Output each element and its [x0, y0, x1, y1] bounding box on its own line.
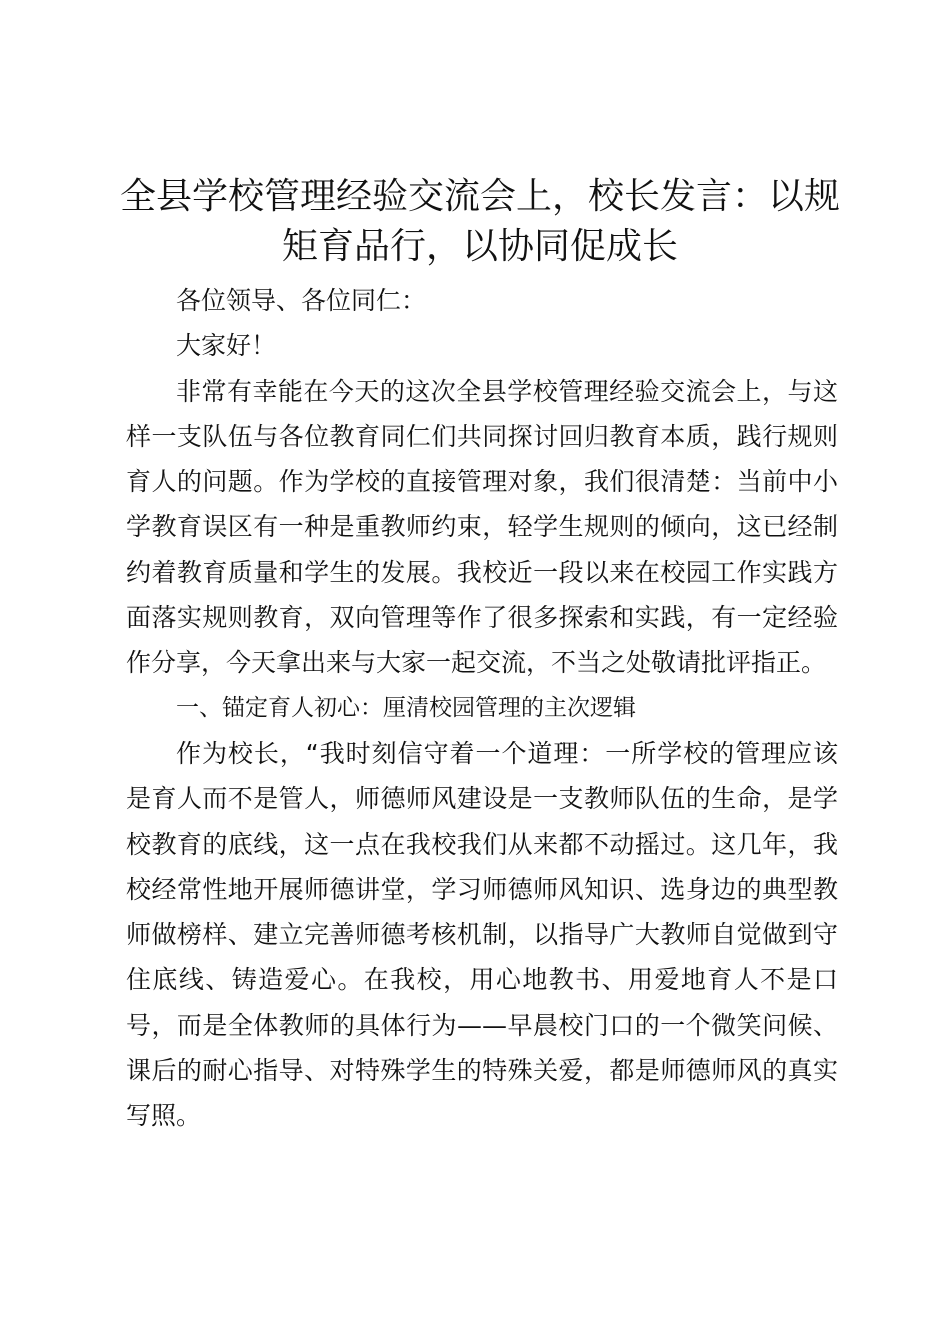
- section-paragraph: 作为校长，“我时刻信守着一个道理：一所学校的管理应该是育人而不是管人，师德师风建设是一支教师队伍的生命，是学校教育的底线，这一点在我校我们从来都不动摇过。这几年，我校经常性地开展师德讲堂，学习师德师风知识、选身边的典型教师做榜样、建立完善师德考核机制，以指导广大教师自觉做到守住底线、铸造爱心。在我校，用心地教书、用爱地育人不是口号，而是全体教师的具体行为——早晨校门口的一个微笑问候、课后的耐心指导、对特殊学生的特殊关爱，都是师德师风的真实写照。: [126, 738, 838, 1131]
- intro-paragraph: 非常有幸能在今天的这次全县学校管理经验交流会上，与这样一支队伍与各位教育同仁们共同探讨回归教育本质，践行规则育人的问题。作为学校的直接管理对象，我们很清楚：当前中小学教育误区有一种是重教师约束，轻学生规则的倾向，这已经制约着教育质量和学生的发展。我校近一段以来在校园工作实践方面落实规则教育，双向管理等作了很多探索和实践，有一定经验作分享，今天拿出来与大家一起交流，不当之处敬请批评指正。: [126, 376, 838, 678]
- document-body: [126, 278, 838, 1139]
- greeting: 大家好！: [176, 331, 277, 361]
- salutation: 各位领导、各位同仁：: [176, 286, 427, 315]
- document-title: 全县学校管理经验交流会上，校长发言：以规矩育品行，以协同促成长: [119, 176, 840, 267]
- section-heading: 一、锚定育人初心：厘清校园管理的主次逻辑: [176, 694, 636, 721]
